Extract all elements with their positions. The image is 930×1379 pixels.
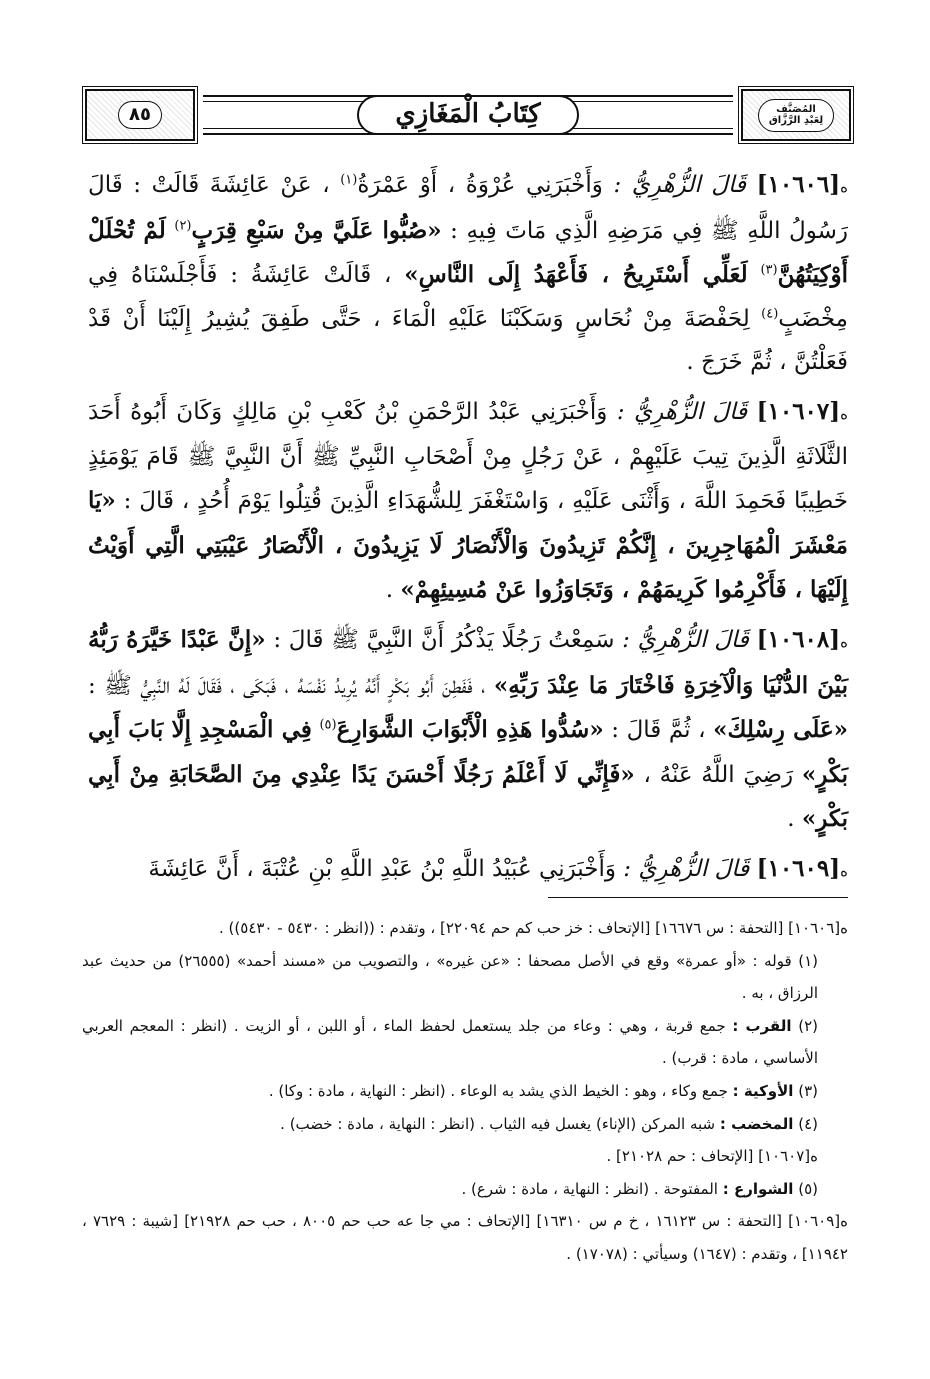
footnote-divider bbox=[548, 897, 848, 898]
footnote-label: (٤) bbox=[798, 1114, 818, 1133]
footnote-ref-2: (٢) bbox=[174, 218, 192, 234]
narration-text: . bbox=[787, 805, 795, 832]
footnote-term: المخضب : bbox=[719, 1114, 794, 1133]
footnote-takhrij-10609 bbox=[82, 1205, 848, 1270]
main-text bbox=[88, 163, 848, 893]
footnotes bbox=[82, 912, 848, 1271]
hadith-paragraph-10608 bbox=[88, 618, 848, 841]
footnote-term: القرب : bbox=[732, 1016, 792, 1035]
prophetic-saying: «يَا مَعْشَرَ الْمُهَاجِرِينَ ، إِنَّكُمْ تَزِيدُونَ وَالْأَنْصَارُ لَا يَزِيدُونَ ، الْأَنْصَارُ عَيْبَتِي الَّتِي أَوَيْتُ إِلَيْهَا ، فَأَكْرِمُوا كَرِيمَهُمْ ، وَتَجَاوَزُوا عَنْ مُسِيئِهِمْ» bbox=[88, 487, 848, 603]
prophetic-saying: «فَإِنِّي لَا أَعْلَمُ رَجُلًا أَحْسَنَ يَدًا عِنْدِي مِنَ الصَّحَابَةِ مِنْ أَبِي بَكْرٍ» bbox=[88, 760, 848, 832]
footnote-1 bbox=[82, 945, 848, 1010]
circle-marker-icon: ە bbox=[840, 862, 848, 881]
honorific-text: رَضِيَ اللَّهُ عَنْهُ ، bbox=[643, 761, 794, 788]
hadith-number: [١٠٦٠٩] bbox=[756, 855, 841, 883]
hadith-paragraph-10607 bbox=[88, 390, 848, 612]
prophetic-saying: «سُدُّوا هَذِهِ الْأَبْوَابَ الشَّوَارِعَ bbox=[336, 716, 604, 744]
prophetic-saying: لَمْ تُحْلَلْ أَوْكِيَتُهُنَّ bbox=[88, 217, 849, 289]
footnote-term: الأوكية : bbox=[732, 1081, 794, 1100]
footnote-ref-3: (٣) bbox=[760, 262, 778, 278]
footnote-text: جمع وكاء ، وهو : الخيط الذي يشد به الوعاء . (انظر : النهاية ، مادة : وكا) . bbox=[268, 1081, 728, 1100]
footnote-text: [١٠٦٠٩] [التحفة : س ١٦١٢٣ ، خ م س ١٦٣١٠] [الإتحاف : مي جا عه حب حم ٨٠٠٥ ، حب حم ٢١٩٢٨] [شيبة : ٧٦٢٩ ، ١١٩٤٢] ، وتقدم : (١٦٤٧) وسيأتي : (١٧٠٧٨) . bbox=[82, 1212, 848, 1263]
narration-text: سَمِعْتُ رَجُلًا يَذْكُرُ أَنَّ النَّبِيَّ ﷺ قَالَ : bbox=[273, 627, 615, 654]
footnote-2 bbox=[82, 1010, 848, 1075]
footnote-takhrij-10607 bbox=[82, 1140, 848, 1173]
circle-marker-icon: ە bbox=[840, 1212, 848, 1231]
chapter-title: كِتَابُ الْمَغَازِي bbox=[357, 95, 578, 134]
narrator-intro: قَالَ الزُّهْرِيُّ : bbox=[616, 399, 748, 426]
narrator-intro: قَالَ الزُّهْرِيُّ : bbox=[622, 627, 749, 654]
circle-marker-icon: ە bbox=[840, 405, 849, 424]
isnad-text: ، عَنْ عَائِشَةَ قَالَتْ : قَالَ رَسُولُ اللَّهِ ﷺ فِي مَرَضِهِ الَّذِي مَاتَ فِيهِ : bbox=[88, 172, 848, 245]
prophetic-saying: لَعَلِّي أَسْتَرِيحُ ، فَأَعْهَدُ إِلَى النَّاسِ» bbox=[404, 261, 748, 289]
footnote-text: جمع قربة ، وهي : وعاء من جلد يستعمل لحفظ الماء ، أو اللبن ، أو الزيت . (انظر : المعجم العربي الأساسي ، مادة : قرب) . bbox=[82, 1016, 818, 1068]
circle-marker-icon: ە bbox=[840, 178, 849, 196]
prophetic-saying: «عَلَى رِسْلِكَ» bbox=[713, 716, 849, 744]
narration-text: ، ثُمَّ قَالَ : bbox=[611, 717, 706, 744]
footnote-text: شبه المركن (الإناء) يغسل فيه الثياب . (انظر : النهاية ، مادة : خضب) . bbox=[280, 1114, 716, 1133]
narration-text: وَأَخْبَرَنِي عَبْدُ الرَّحْمَنِ بْنُ كَعْبِ بْنِ مَالِكٍ وَكَانَ أَبُوهُ أَحَدَ الثَّلَاثَةِ الَّذِينَ تِيبَ عَلَيْهِمْ ، عَنْ رَجُلٍ مِنْ أَصْحَابِ النَّبِيِّ ﷺ أَنَّ النَّبِيَّ ﷺ قَامَ يَوْمَئِذٍ خَطِيبًا فَحَمِدَ اللَّهَ ، وَأَثْنَى عَلَيْهِ ، وَاسْتَغْفَرَ لِلشُّهَدَاءِ الَّذِينَ قُتِلُوا يَوْمَ أُحُدٍ ، قَالَ : bbox=[88, 399, 849, 515]
logo-line-2: لِعَبْدِ الرَّزَّاق bbox=[768, 115, 824, 126]
logo-ornament bbox=[741, 89, 851, 141]
hadith-number: [١٠٦٠٧] bbox=[756, 398, 841, 426]
isnad-text: وَأَخْبَرَنِي عُبَيْدُ اللَّهِ بْنُ عَبْدِ اللَّهِ بْنِ عُتْبَةَ ، أَنَّ عَائِشَةَ bbox=[148, 856, 616, 883]
circle-marker-icon: ە bbox=[840, 919, 848, 937]
title-band bbox=[203, 95, 733, 135]
footnote-ref-4: (٤) bbox=[761, 305, 779, 321]
footnote-text: [١٠٦٠٦] [التحفة : س ١٦٦٧٦] [الإتحاف : خز حب كم حم ٢٢٠٩٤] ، وتقدم : ((انظر : ٥٤٣٠ - ٥٤٣٠)) . bbox=[219, 919, 841, 937]
hadith-number: [١٠٦٠٨] bbox=[756, 626, 841, 654]
prophetic-saying: فِي الْمَسْجِدِ إِلَّا بَابَ أَبِي بَكْرٍ» bbox=[88, 716, 849, 788]
footnote-label: (٥) bbox=[798, 1179, 818, 1198]
narration-text: لِحَفْصَةَ مِنْ نُحَاسٍ وَسَكَبْنَا عَلَيْهِ الْمَاءَ ، حَتَّى طَفِقَ يُشِيرُ إِلَيْنَا أَنْ قَدْ فَعَلْتُنَّ ، ثُمَّ خَرَجَ . bbox=[88, 305, 848, 375]
footnote-label: (٢) bbox=[798, 1016, 818, 1035]
circle-marker-icon: ە bbox=[810, 1147, 818, 1166]
prophetic-saying: «صُبُّوا عَلَيَّ مِنْ سَبْعِ قِرَبٍ bbox=[191, 217, 442, 245]
logo-line-1: المُصَنَّف bbox=[776, 103, 816, 115]
hadith-paragraph-10606 bbox=[88, 163, 848, 384]
footnote-takhrij-10606 bbox=[82, 912, 848, 945]
hadith-number: [١٠٦٠٦] bbox=[756, 171, 841, 198]
narration-text: . bbox=[385, 576, 394, 603]
narration-text: ، قَالَتْ عَائِشَةُ : فَأَجْلَسْنَاهُ فِي مِخْضَبٍ bbox=[88, 262, 848, 332]
narrator-intro: قَالَ الزُّهْرِيُّ : bbox=[613, 172, 747, 198]
prophetic-saying: «إِنَّ عَبْدًا خَيَّرَهُ رَبُّهُ بَيْنَ الدُّنْيَا وَالْآخِرَةِ فَاخْتَارَ مَا عِنْدَ رَبِّهِ» bbox=[88, 626, 849, 700]
narration-text: ، فَفَطِنَ أَبُو بَكْرٍ أَنَّهُ يُرِيدُ نَفْسَهُ ، فَبَكَى ، فَقَالَ لَهُ النَّبِيُّ ﷺ : bbox=[88, 673, 486, 700]
footnote-text: [١٠٦٠٧] [الإتحاف : حم ٢١٠٢٨] . bbox=[606, 1147, 811, 1166]
footnote-4 bbox=[82, 1108, 848, 1141]
footnote-text: قوله : «أو عمرة» وقع في الأصل مصحفا : «عن غيره» ، والتصويب من «مسند أحمد» (٢٦٥٥٥) من حديث عبد الرزاق ، به . bbox=[82, 951, 818, 1003]
footnote-5 bbox=[82, 1173, 848, 1206]
footnote-label: (١) bbox=[798, 951, 818, 970]
footnote-term: الشوارع : bbox=[722, 1179, 794, 1198]
book-logo bbox=[758, 99, 834, 132]
footnote-label: (٣) bbox=[798, 1081, 818, 1100]
footnote-3 bbox=[82, 1075, 848, 1108]
isnad-text: وَأَخْبَرَنِي عُرْوَةُ ، أَوْ عَمْرَةُ bbox=[357, 172, 603, 198]
footnote-ref-1: (١) bbox=[340, 172, 358, 188]
narrator-intro: قَالَ الزُّهْرِيُّ : bbox=[623, 856, 750, 883]
page-number: ٨٥ bbox=[118, 101, 162, 129]
page-header bbox=[85, 86, 851, 144]
circle-marker-icon: ە bbox=[840, 633, 849, 652]
footnote-ref-5: (٥) bbox=[319, 717, 337, 733]
page-number-ornament bbox=[85, 89, 195, 141]
hadith-paragraph-10609 bbox=[88, 847, 848, 893]
footnote-text: المفتوحة . (انظر : النهاية ، مادة : شرع) . bbox=[461, 1179, 718, 1198]
